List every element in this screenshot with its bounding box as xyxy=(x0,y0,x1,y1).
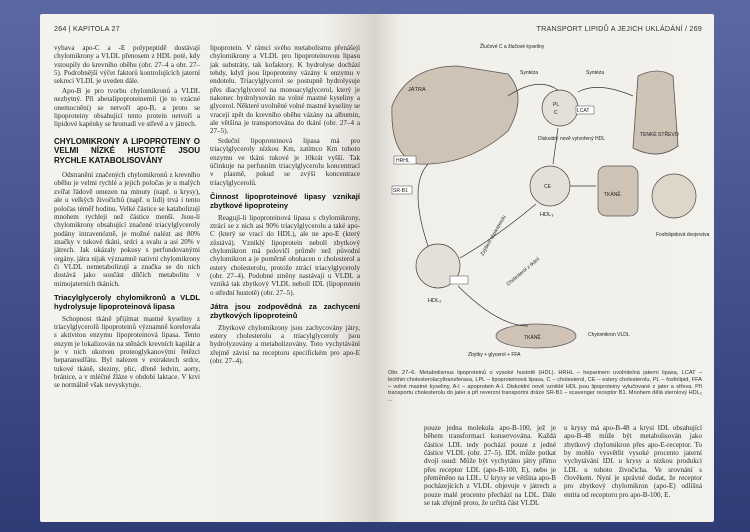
left-column-1 xyxy=(54,44,200,391)
hdl3-label: HDL₃ xyxy=(540,212,554,218)
tissue-bottom-label: TKÁNĚ xyxy=(524,335,541,341)
synthesis-label-2: Syntéza xyxy=(586,70,605,76)
disc-hdl-label: Diskoidní nově vytvořený HDL xyxy=(538,136,605,142)
right-column-2 xyxy=(564,424,702,500)
paragraph: u krysy má apo-B-48 a krysí IDL obsahující apo-B-48 může být metabolisován jako zbytkový chylomikron přes apo-E-receptor. To by mohlo vysvětlit vysoké procento jaterní vychytávání IDL u krysy a nízkou produkci LDL u tohoto živočicha. Ve srovnání s člověkem. Nyní je správné dodat, že receptor pro zbytkový chylomikron (apo-E) odlišná entita od receptoru pro apo-B-100, E. xyxy=(564,424,702,499)
liver-label: JÁTRA xyxy=(408,87,426,93)
left-page xyxy=(40,14,374,522)
paragraph: Srdeční lipoproteinová lipasa má pro triacylglyceroly nízkou Km, zatímco Km tohoto enzymu ve tkáni tukové je 10krát vyšší. Tak účinkuje na perfusním triacylglycerolu koncentrací v plasmě, pokud se zvýší koncentrace triacylglycerolů. xyxy=(210,136,360,187)
liver-shape xyxy=(392,66,518,164)
paragraph: Reagují-li lipoproteinová lipasa s chylomikrony, ztrácí se z nich asi 90% triacylglycerolu a také apo-C (který se vrací do HDL), ale ne apo-E (který zůstává). Vzniklý lipoprotein nebolí zbytkový chylomikron má polovičí průměr než původní chylomikron a je poměrně obohacen o cholesterol a estery cholesterolu, protože ztrácí triacylglyceroly (obr. 27–4). Podobné změny nastávají u VLDL a vzniká tak zbytkový VLDL nebolí IDL (lipoprotein o střední hustotě) (obr. 27–5). xyxy=(210,213,360,297)
bile-acids-label: Žlučové C a žlučové kyseliny xyxy=(480,44,545,50)
tissue-shape xyxy=(598,166,638,216)
subsection-heading: Činnost lipoproteinové lipasy vznikají zbytkové lipoproteiny xyxy=(210,192,360,210)
hdl2-label: HDL₂ xyxy=(428,298,442,304)
hdl2-to-liver-arrow xyxy=(418,164,428,246)
paragraph: Zbytkové chylomikrony jsou zachycovány játry, estery cholesterolu a triacylglyceroly jsou hydrolyzovány a metabolizovány. Toto vychytávání zřejmě závisí na receptoru specifickém pro apo-E (obr. 27–4). xyxy=(210,323,360,366)
intestine-label: TENKÉ STŘEVO xyxy=(640,132,679,138)
figure-caption: Obr. 27–6. Metabolismus lipoproteinů o vysoké hustotě (HDL). HRHL – heparinem uvolnitelná jaterní lipasa, LCAT – lecithin:cholesterolacyltransferasa, LPL – lipoproteinová lipasa, C – cholesterol, CE – estery cholesterolu, PL – fosfolipid, FFA – volné mastné kyseliny, A-I – apoprotein A-I. Diskoidní nově vzniklé HDL jsou lipoproteiny vylučované z jater a střeva. Při transportu cholesterolu do jater a při reverzní transportní dráze SR-B1 – scavenger receptor B1. Mnohem dělá sterolový HDL₂ ... xyxy=(388,370,702,404)
tissue-label: TKÁNĚ xyxy=(604,192,621,198)
right-page xyxy=(374,14,714,522)
left-column-2 xyxy=(210,44,360,367)
path-label-2: Cholesterol z tkání xyxy=(505,256,542,288)
path-label-1: Zvýšení cholesterolu xyxy=(479,214,508,257)
paragraph: Schopnost tkáně přijímat mastné kyseliny z triacylglycerolů lipoproteinů významně korelovala s aktivitou enzymu lipoproteinová lipasa. Tento enzym je lokalizován na stěnách krevních kapilár a je v nich ukotven proteoglykanovými řetězci heparansulfátu. Byl nalezen v extraktech srdce, tukové tkáně, sleziny, plic, dřeně ledvin, aorty, bránice, a v mléčné žláze v období laktace. V krvi se normálně však nevyskytuje. xyxy=(54,314,200,390)
disc-to-hdl3-arrow xyxy=(553,128,558,164)
c-label: C xyxy=(554,110,558,116)
left-running-head: 264 | KAPITOLA 27 xyxy=(54,24,120,33)
paragraph: Apo-B je pro tvorbu chylomikronů a VLDL nezbytný. Při abetalipoproteinemii (je to vzácné onemocnění) se netvoří apo-B, a proto se lipoproteiny obsahující tento protein netvoří a lipidové kapénky se hromadí ve střevě a v játrech. xyxy=(54,86,200,129)
ce-label: CE xyxy=(544,184,551,190)
section-heading: CHYLOMIKRONY A LIPOPROTEINY O VELMI NÍZKÉ HUSTOTĚ JSOU RYCHLE KATABOLISOVÁNY xyxy=(54,136,200,165)
hdl2-to-tissue-arrow xyxy=(458,286,528,326)
right-running-head: TRANSPORT LIPIDŮ A JEJICH UKLÁDÁNÍ / 269 xyxy=(536,24,702,33)
hdl-metabolism-figure xyxy=(388,36,710,366)
pl-label: PL xyxy=(553,102,560,108)
srb1-label: SR-B1 xyxy=(393,188,408,194)
intestine-shape xyxy=(633,71,678,154)
lcat-label: LCAT xyxy=(577,108,590,114)
bilayer-label: Fosfolipidová dvojvrstva xyxy=(656,232,710,238)
chylomicron-vldl-label: Chylomikron VLDL xyxy=(588,332,630,338)
paragraph: Odstranění značených chylomikronů z krevního oběhu je velmi rychlé a jejich poločas je u malých zvířat řádově omezen na minuty (např. u krysy), ale u velkých živočichů (např. u lidí) trvá i tento poločas téměř hodinu. Velké částice se katabolizují mnohem rychleji než částice menší. Jsou-li chylomikrony obsahující značené triacylglyceroly podány intravenózně, je možné nalézt asi 80% značky v tukové tkáni, srdci a svalu a asi 20% v játrech. Jak ukázaly pokusy s perfundovanými orgány, játra nijak významně nativní chylomikrony či VLDL nemetabolizují a značka se do nich dostává jako součást dílčích metabolitu v mimojaterních tkáních. xyxy=(54,171,200,288)
synthesis-arrow-2 xyxy=(578,87,633,96)
disc-hdl-circle xyxy=(542,90,578,126)
paragraph: lipoprotein. V rámci svého metabolismu přenášejí chylomikrony a VLDL pro lipoproteinovou lipasu jak substráty, tak kofaktory. K hydrolyse dochází tehdy, když jsou lipoproteiny vázány k enzymu v endotelu. Triacylglycerol se postupně hydrolysuje přes diacylglycerol na monoacylglycerol, který je nakonec hydrolysován na volné mastné kyseliny a glycerol. Některé uvolněné volné mastné kyseliny se vracejí zpět do krevního oběhu vázány na albumin, ale většina je transportována do tkání (obr. 27–4 a 27–5). xyxy=(210,44,360,136)
subsection-heading: Triacylglyceroly chylomikronů a VLDL hydrolysuje lipoproteinová lipasa xyxy=(54,292,200,311)
paragraph: vybava apo-C a -E polypeptidě dostávají chylomikrony a VLDL přenosem z HDL poté, kdy vstoupily do krevního oběhu (obr. 27–4 a obr. 27–5). Podrobnější výčet faktorů kontrolujících jaterní sekreci VLDL je uveden dále. xyxy=(54,44,200,86)
paragraph: pouze jedna molekula apo-B-100, jež je během transformací konservována. Každá částice LDL tedy pochází pouze z jedné částice VLDL (obr. 27–5). IDL může potkat dvojí osud: Může být vychytáno játry přímo přes receptor LDL (apo-B-100, E), nebo je přeměněno na LDL. U krysy se většina apo-B pocházejících z VLDL objevuje v játrech a pouze malé procento přechází na LDL. Dále se tak zřejmě proto, že určitá část VLDL xyxy=(424,424,556,508)
ffa-label: Zbytky + glycerol + FFA xyxy=(468,352,521,358)
hrhl-label: HRHL xyxy=(396,158,410,164)
lcat-box-2 xyxy=(450,276,468,284)
subsection-heading: Játra jsou zodpovědná za zachycení zbytkových lipoproteinů xyxy=(210,302,360,320)
right-column-1 xyxy=(424,424,556,509)
bilayer-circle xyxy=(652,174,696,218)
synthesis-label-1: Syntéza xyxy=(520,70,539,76)
